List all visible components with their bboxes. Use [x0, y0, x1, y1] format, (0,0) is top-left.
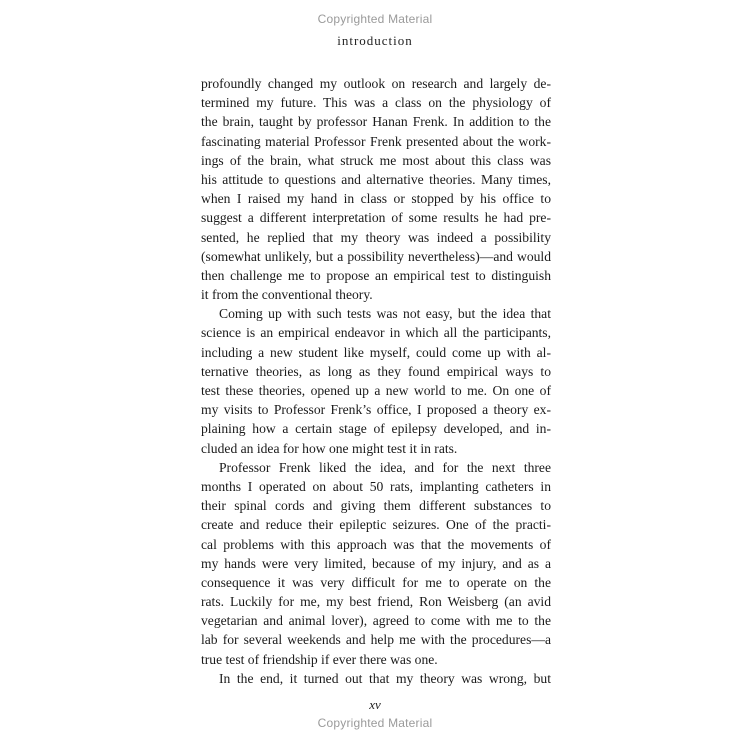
text-line: months I operated on about 50 rats, implanting catheters in [201, 478, 551, 494]
text-line: suggest a different interpretation of some results he had pre- [201, 210, 551, 226]
running-head: introduction [337, 33, 413, 48]
text-line: plaining how a certain stage of epilepsy developed, and in- [201, 421, 551, 437]
text-line: ings of the brain, what struck me most about this class was [201, 152, 551, 168]
text-line: (somewhat unlikely, but a possibility nevertheless)—and would [201, 248, 551, 264]
text-line: including a new student like myself, could come up with al- [201, 344, 551, 360]
text-line: vegetarian and animal lover), agreed to come with me to the [201, 613, 551, 629]
text-line: In the end, it turned out that my theory was wrong, but [219, 670, 551, 686]
paragraph [201, 74, 551, 304]
text-line: consequence it was very difficult for me to operate on the [201, 574, 551, 590]
text-line: my visits to Professor Frenk’s office, I proposed a theory ex- [201, 402, 551, 418]
text-line: termined my future. This was a class on the physiology of [201, 95, 551, 111]
text-line: Professor Frenk liked the idea, and for the next three [219, 459, 551, 475]
text-line: when I raised my hand in class or stopped by his office to [201, 191, 551, 207]
page-number: xv [369, 697, 381, 712]
text-line: profoundly changed my outlook on research and largely de- [201, 76, 551, 91]
text-line: it from the conventional theory. [201, 287, 373, 303]
text-line: create and reduce their epileptic seizures. One of the practi- [201, 517, 551, 533]
text-line: sented, he replied that my theory was indeed a possibility [201, 229, 551, 245]
body-text [201, 74, 551, 688]
text-line: the brain, taught by professor Hanan Frenk. In addition to the [201, 114, 551, 130]
text-line: lab for several weekends and help me with the procedures—a [201, 632, 551, 648]
paragraph [201, 458, 551, 669]
text-line: true test of friendship if ever there was one. [201, 651, 438, 667]
text-line: cluded an idea for how one might test it in rats. [201, 440, 458, 456]
text-line: cal problems with this approach was that the movements of [201, 536, 551, 552]
text-line: science is an empirical endeavor in which all the participants, [201, 325, 551, 341]
text-line: their spinal cords and giving them different substances to [201, 498, 551, 514]
text-line: his attitude to questions and alternative theories. Many times, [201, 171, 551, 187]
text-line: then challenge me to propose an empirical test to distinguish [201, 267, 551, 283]
copyright-watermark-top: Copyrighted Material [317, 12, 433, 26]
text-line: test these theories, opened up a new world to me. On one of [201, 383, 551, 398]
text-line: ternative theories, as long as they found empirical ways to [201, 363, 551, 379]
text-line: fascinating material Professor Frenk presented about the work- [201, 133, 551, 149]
text-line: rats. Luckily for me, my best friend, Ron Weisberg (an avid [201, 594, 551, 610]
paragraph [201, 304, 551, 458]
copyright-watermark-bottom: Copyrighted Material [317, 716, 433, 730]
paragraph [201, 669, 551, 688]
text-line: my hands were very limited, because of my injury, and as a [201, 555, 551, 571]
text-line: Coming up with such tests was not easy, but the idea that [219, 306, 551, 322]
